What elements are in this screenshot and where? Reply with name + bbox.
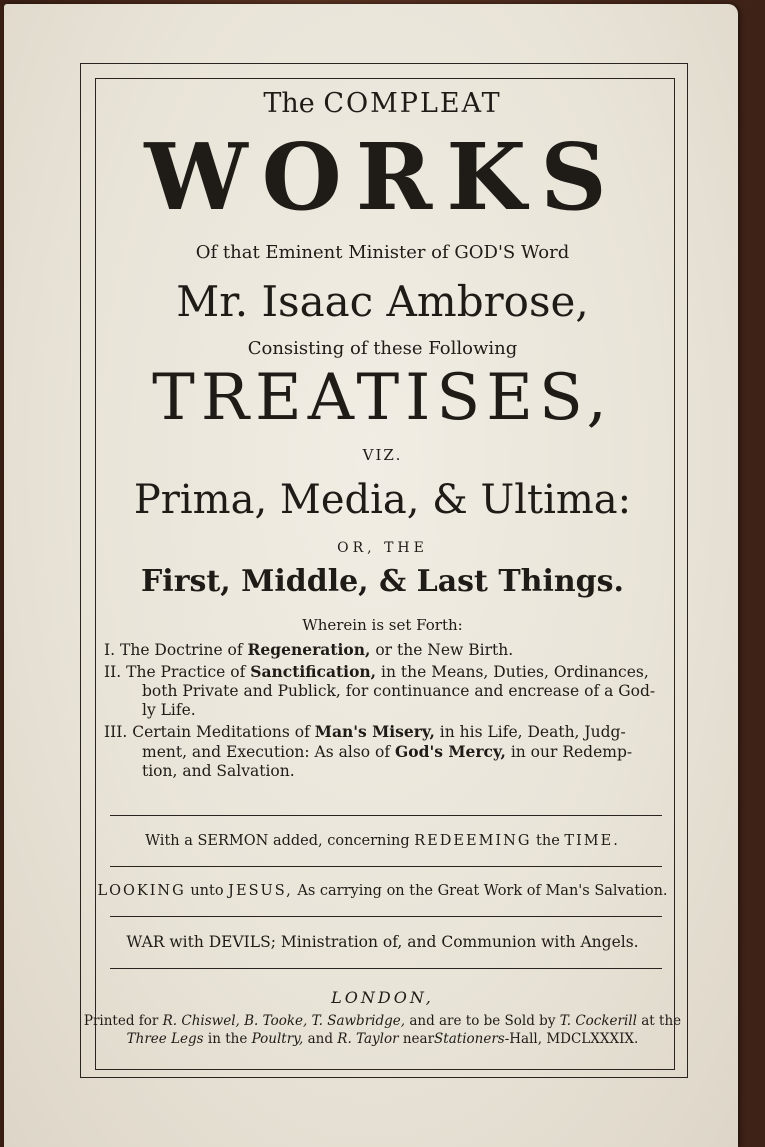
- eminent-minister-line: Of that Eminent Minister of GOD'S Word: [195, 242, 570, 263]
- consisting-line: Consisting of these Following: [247, 338, 518, 359]
- divider-rule: [110, 916, 662, 917]
- or-the-line: OR, THE: [337, 540, 428, 556]
- treatise-list: [104, 640, 669, 783]
- title-works: WORKS: [144, 123, 621, 231]
- title-treatises: TREATISES,: [152, 361, 613, 435]
- imprint-line-2: Three Legs in the Poultry, and R. Taylor nearStationers-Hall, MDCLXXXIX.: [126, 1031, 639, 1047]
- title-the: The: [263, 88, 315, 119]
- author-name: Mr. Isaac Ambrose,: [176, 277, 589, 326]
- list-item: I. The Doctrine of Regeneration, or the New Birth.: [104, 640, 514, 659]
- prima-media-ultima: Prima, Media, & Ultima:: [133, 477, 632, 523]
- list-item: III. Certain Meditations of Man's Misery, in his Life, Death, Judg- ment, and Execution: As also of God's Mercy, in our Redemp- tion, and Salvation.: [104, 722, 633, 780]
- title-line-1: [0, 88, 765, 119]
- imprint-line-1: Printed for R. Chiswel, B. Tooke, T. Sawbridge, and are to be Sold by T. Cockerill at the: [83, 1013, 682, 1029]
- divider-rule: [110, 968, 662, 969]
- imprint-place: LONDON,: [331, 988, 434, 1007]
- divider-rule: [110, 815, 662, 816]
- looking-unto-jesus-line: LOOKING unto JESUS, As carrying on the Great Work of Man's Salvation.: [97, 883, 668, 899]
- war-with-devils-line: WAR with DEVILS; Ministration of, and Communion with Angels.: [126, 933, 639, 951]
- first-middle-last-things: First, Middle, & Last Things.: [141, 564, 624, 599]
- title-compleat: COMPLEAT: [323, 88, 502, 119]
- divider-rule: [110, 866, 662, 867]
- sermon-line: With a SERMON added, concerning REDEEMING the TIME.: [145, 833, 620, 849]
- wherein-line: Wherein is set Forth:: [302, 616, 463, 634]
- list-item: II. The Practice of Sanctification, in the Means, Duties, Ordinances, both Private and Publick, for continuance and encrease of a God- ly Life.: [104, 662, 656, 719]
- viz-line: VIZ.: [362, 446, 403, 464]
